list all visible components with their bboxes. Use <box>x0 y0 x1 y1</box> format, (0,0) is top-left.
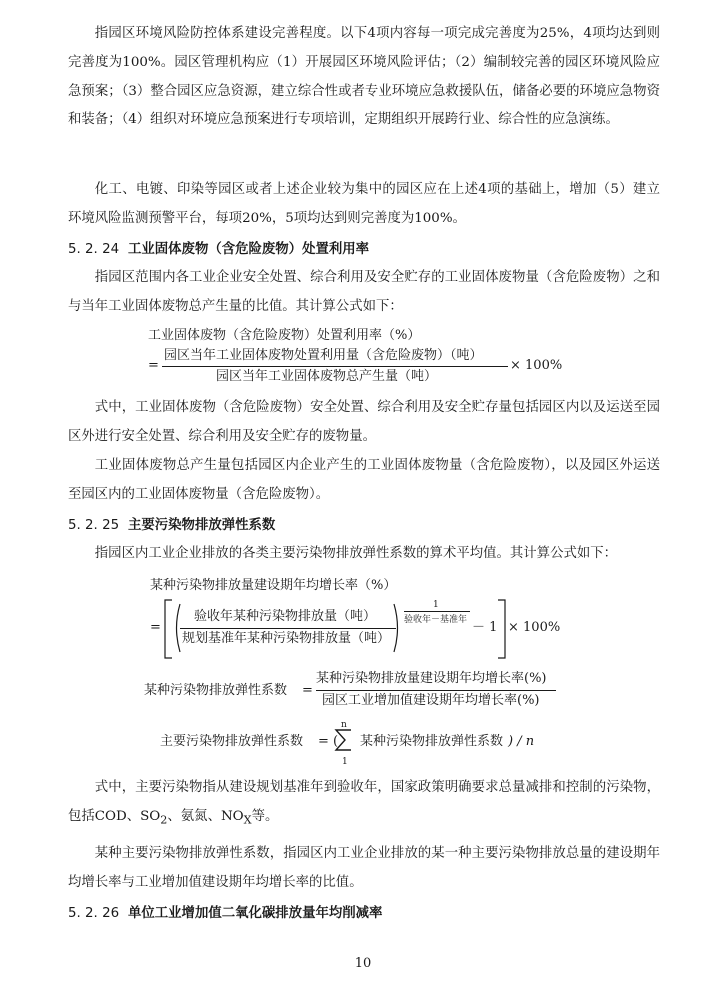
paragraph-risk-monitoring: 化工、电镀、印染等园区或者上述企业较为集中的园区应在上述4项的基础上，增加（5）建立环境风险监测预警平台，每项20%，5项均达到则完善度为100%。 <box>68 182 660 226</box>
section-heading-5-2-25 <box>68 516 275 536</box>
section-title: 单位工业增加值二氧化碳排放量年均削减率 <box>128 906 383 921</box>
sum-lower-limit: 1 <box>342 757 348 767</box>
sum-term: 某种污染物排放弹性系数 <box>360 734 504 749</box>
subscript: X <box>243 813 252 827</box>
paragraph-elasticity-definition: 指园区内工业企业排放的各类主要污染物排放弹性系数的算术平均值。其计算公式如下： <box>94 546 618 561</box>
page-number: 10 <box>354 956 372 971</box>
sum-upper-limit: n <box>341 720 347 730</box>
fraction-bar <box>316 690 556 691</box>
fraction-bar <box>162 366 508 367</box>
section-title: 主要污染物排放弹性系数 <box>128 518 276 533</box>
section-title: 工业固体废物（含危险废物）处置利用率 <box>128 242 370 257</box>
formula-equals: = <box>302 683 313 698</box>
formula-lhs: 某种污染物排放量建设期年均增长率（%） <box>150 578 397 593</box>
formula-multiplier: × 100% <box>510 358 563 373</box>
formula-equals: = <box>150 620 161 635</box>
formula-denominator: 规划基准年某种污染物排放量（吨） <box>182 631 391 646</box>
formula-lhs: 主要污染物排放弹性系数 <box>160 734 304 749</box>
text-segment: 式中，主要污染物指从建设规划基准年到验收年，国家政策明确要求总量减排和控制的污染物，包括COD、SO <box>68 780 660 824</box>
right-paren <box>392 604 402 652</box>
formula-lhs: 工业固体废物（含危险废物）处置利用率（%） <box>148 328 421 343</box>
subscript: 2 <box>160 813 168 827</box>
formula-numerator: 某种污染物排放量建设期年均增长率(%) <box>316 671 547 686</box>
formula-tail: ) / n <box>508 734 535 749</box>
paragraph-solid-waste-note: 式中，工业固体废物（含危险废物）安全处置、综合利用及安全贮存量包括园区内以及运送至园区外进行安全处置、综合利用及安全贮存的废物量。 <box>68 400 660 444</box>
formula-minus-one: － 1 <box>472 620 498 635</box>
paragraph-solid-waste-definition: 指园区范围内各工业企业安全处置、综合利用及安全贮存的工业固体废物量（含危险废物）之和与当年工业固体废物总产生量的比值。其计算公式如下： <box>68 270 660 314</box>
paragraph-risk-prevention: 指园区环境风险防控体系建设完善程度。以下4项内容每一项完成完善度为25%，4项均达到则完善度为100%。园区管理机构应（1）开展园区环境风险评估；（2）编制较完善的园区环境风险应急预案；（3）整合园区应急资源，建立综合性或者专业环境应急救援队伍，储备必要的环境应急物资和装备；（4）组织对环境应急预案进行专项培训，定期组织开展跨行业、综合性的应急演练。 <box>68 26 660 128</box>
section-number: 5. 2. 25 <box>68 518 120 533</box>
formula-denominator: 园区工业增加值建设期年均增长率(%) <box>322 693 540 708</box>
text-segment: 等。 <box>251 808 279 824</box>
formula-lhs: 某种污染物排放弹性系数 <box>144 683 288 698</box>
paragraph-pollutant-note <box>68 774 660 835</box>
fraction-bar <box>180 628 396 629</box>
section-number: 5. 2. 24 <box>68 242 120 257</box>
section-heading-5-2-24 <box>68 240 369 260</box>
sigma-icon <box>334 728 354 752</box>
formula-numerator: 验收年某种污染物排放量（吨） <box>194 609 377 624</box>
section-number: 5. 2. 26 <box>68 906 120 921</box>
formula-numerator: 园区当年工业固体废物处置利用量（含危险废物）（吨） <box>164 348 483 363</box>
formula-equals: = ( <box>318 734 339 749</box>
text-segment: 、氨氮、NO <box>167 808 244 824</box>
formula-multiplier: × 100% <box>508 620 561 635</box>
exponent-denominator: 验收年－基准年 <box>404 615 468 625</box>
paragraph-elasticity-note: 某种主要污染物排放弹性系数，指园区内工业企业排放的某一种主要污染物排放总量的建设期年均增长率与工业增加值建设期年均增长率的比值。 <box>68 846 660 890</box>
paragraph-solid-waste-total: 工业固体废物总产生量包括园区内企业产生的工业固体废物量（含危险废物），以及园区外运送至园区内的工业固体废物量（含危险废物）。 <box>68 458 660 502</box>
exponent-numerator: 1 <box>433 600 439 610</box>
section-heading-5-2-26 <box>68 904 382 924</box>
formula-equals: = <box>148 358 159 373</box>
formula-denominator: 园区当年工业固体废物总产生量（吨） <box>216 369 438 384</box>
